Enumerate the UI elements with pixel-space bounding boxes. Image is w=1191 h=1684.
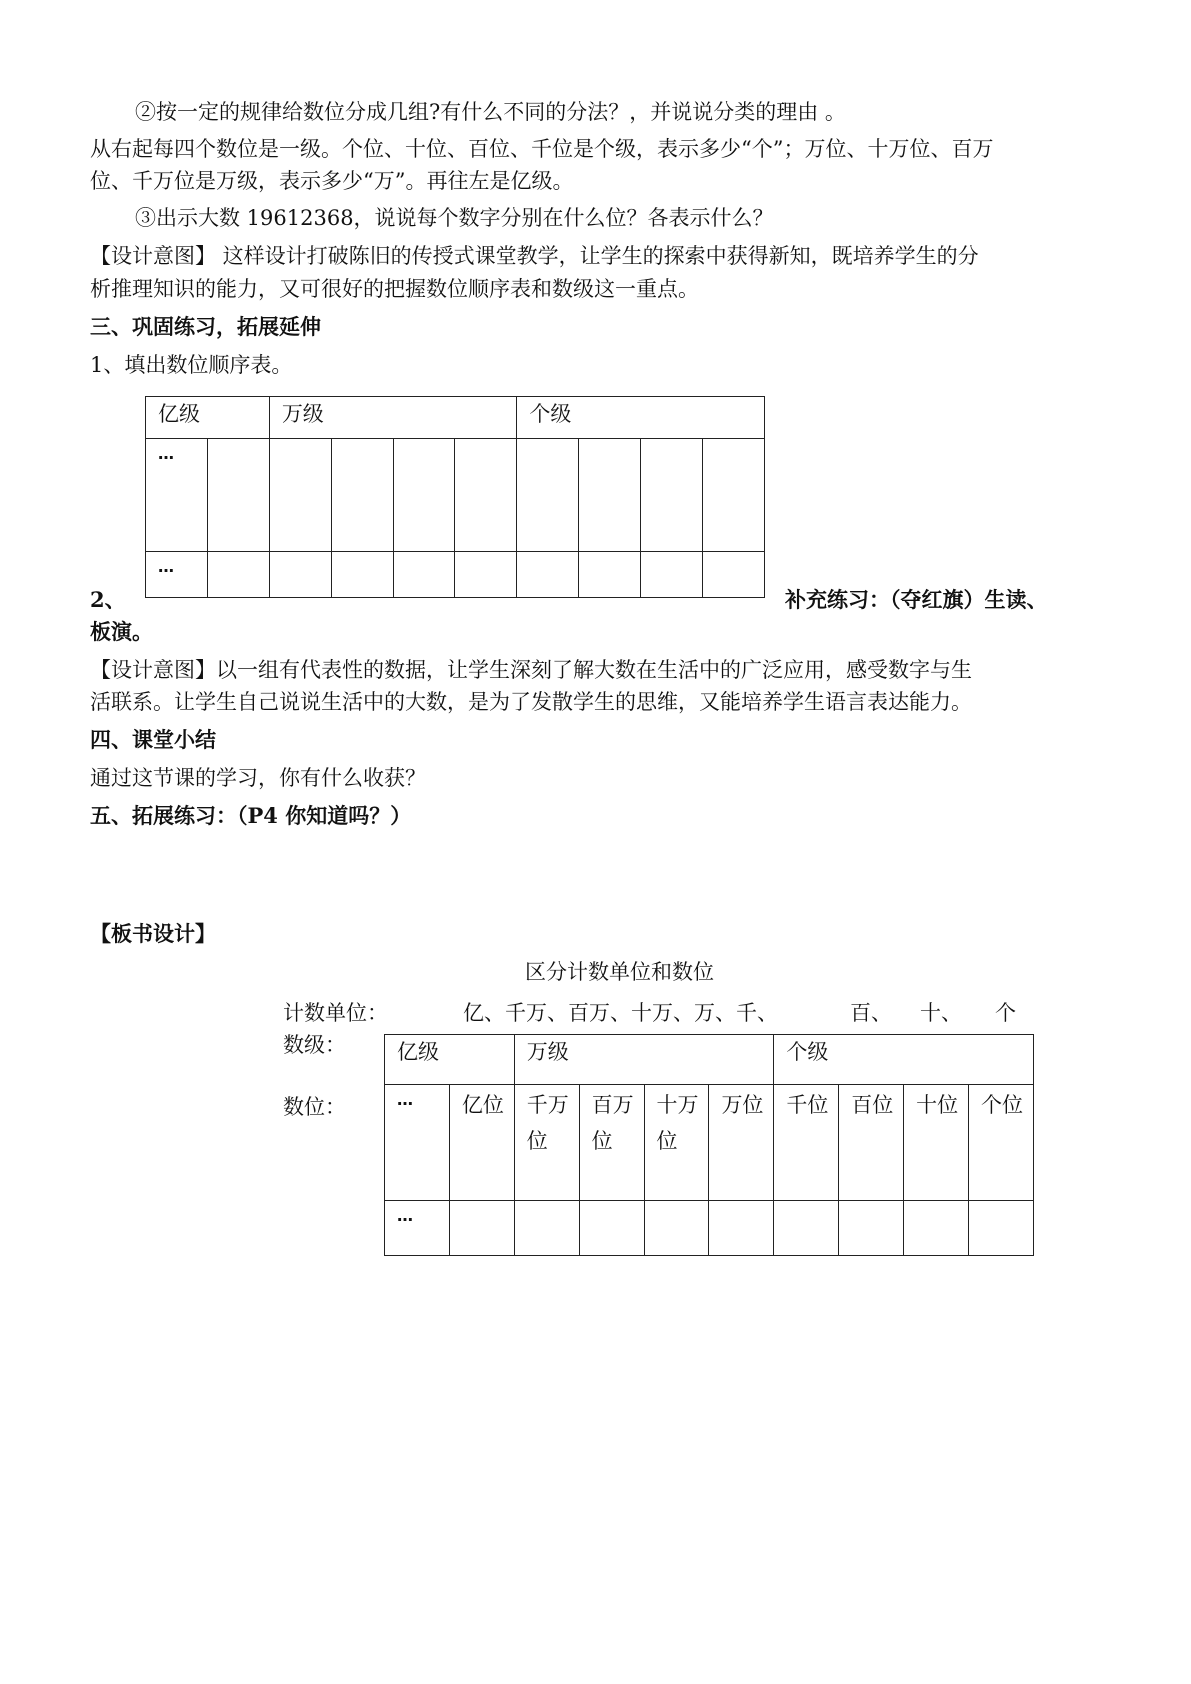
blank-cell (393, 439, 455, 552)
blank-cell (579, 1201, 644, 1256)
blank-cell (641, 552, 703, 598)
exercise-2-text: 补充练习：（夺红旗）生读、 (785, 587, 1048, 612)
board-design-title: 【板书设计】 (90, 921, 216, 946)
blank-cell (641, 439, 703, 552)
design-intent-2-line2: 活联系。让学生自己说说生活中的大数，是为了发散学生的思维，又能培养学生语言表达能力。 (90, 690, 972, 714)
level-wan-header: 万级 (269, 397, 517, 439)
level-wan-header: 万级 (514, 1035, 774, 1085)
blank-cell (517, 552, 579, 598)
section-heading-5: 五、拓展练习：（P4 你知道吗？） (90, 803, 412, 828)
exercise-2-number: 2、 (90, 587, 126, 612)
blank-cell (579, 439, 641, 552)
blank-cell (449, 1201, 514, 1256)
place-shiwan: 十万位 (644, 1085, 709, 1201)
summary-question: 通过这节课的学习，你有什么收获？ (90, 766, 426, 790)
blank-cell (774, 1201, 839, 1256)
exercise-1: 1、填出数位顺序表。 (90, 353, 293, 377)
blank-cell (331, 439, 393, 552)
places-label: 数位： (283, 1095, 346, 1119)
paragraph-step3: ③出示大数 19612368，说说每个数字分别在什么位？各表示什么？ (135, 206, 774, 230)
counting-units-label: 计数单位： (283, 1001, 388, 1025)
place-qian: 千位 (774, 1085, 839, 1201)
place-value-table-exercise (145, 396, 765, 598)
blank-cell (709, 1201, 774, 1256)
dots-cell: … (385, 1085, 450, 1201)
place-yi: 亿位 (449, 1085, 514, 1201)
place-bai: 百位 (839, 1085, 904, 1201)
blank-cell (455, 439, 517, 552)
blank-cell (517, 439, 579, 552)
blank-cell (331, 552, 393, 598)
dots-cell: … (146, 552, 208, 598)
blank-cell (904, 1201, 969, 1256)
paragraph-explanation-line1: 从右起每四个数位是一级。个位、十位、百位、千位是个级，表示多少“个”；万位、十万位、百万 (90, 137, 994, 161)
place-ge: 个位 (969, 1085, 1034, 1201)
counting-unit-bai: 百、 (850, 1001, 892, 1025)
blank-cell (703, 439, 765, 552)
blank-cell (839, 1201, 904, 1256)
dots-cell: … (146, 439, 208, 552)
blank-cell (207, 552, 269, 598)
section-heading-4: 四、课堂小结 (90, 727, 216, 752)
blank-cell (269, 552, 331, 598)
paragraph-explanation-line2: 位、千万位是万级，表示多少“万”。再往左是亿级。 (90, 169, 574, 193)
blank-cell (269, 439, 331, 552)
place-wan: 万位 (709, 1085, 774, 1201)
board-subtitle: 区分计数单位和数位 (525, 960, 714, 984)
blank-cell (703, 552, 765, 598)
exercise-2-text-cont: 板演。 (90, 619, 153, 644)
design-intent-1-line2: 析推理知识的能力，又可很好的把握数位顺序表和数级这一重点。 (90, 277, 699, 301)
place-shi: 十位 (904, 1085, 969, 1201)
level-yi-header: 亿级 (146, 397, 270, 439)
blank-cell (455, 552, 517, 598)
level-ge-header: 个级 (517, 397, 765, 439)
level-ge-header: 个级 (774, 1035, 1034, 1085)
place-value-table-board (384, 1034, 1034, 1256)
place-qianwan: 千万位 (514, 1085, 579, 1201)
blank-cell (207, 439, 269, 552)
dots-cell: … (385, 1201, 450, 1256)
design-intent-2-line1: 【设计意图】以一组有代表性的数据，让学生深刻了解大数在生活中的广泛应用，感受数字与生 (90, 658, 972, 682)
place-baiwan: 百万位 (579, 1085, 644, 1201)
blank-cell (644, 1201, 709, 1256)
blank-cell (969, 1201, 1034, 1256)
blank-cell (514, 1201, 579, 1256)
section-heading-3: 三、巩固练习，拓展延伸 (90, 314, 321, 339)
counting-units-main: 亿、千万、百万、十万、万、千、 (463, 1001, 778, 1025)
counting-unit-shi: 十、 (920, 1001, 962, 1025)
blank-cell (579, 552, 641, 598)
level-yi-header: 亿级 (385, 1035, 515, 1085)
counting-unit-ge: 个 (995, 1001, 1016, 1025)
blank-cell (393, 552, 455, 598)
paragraph-step2: ②按一定的规律给数位分成几组?有什么不同的分法？，并说说分类的理由 。 (135, 100, 846, 124)
design-intent-1-line1: 【设计意图】 这样设计打破陈旧的传授式课堂教学，让学生的探索中获得新知，既培养学生的分 (90, 244, 979, 268)
levels-label: 数级： (283, 1033, 346, 1057)
